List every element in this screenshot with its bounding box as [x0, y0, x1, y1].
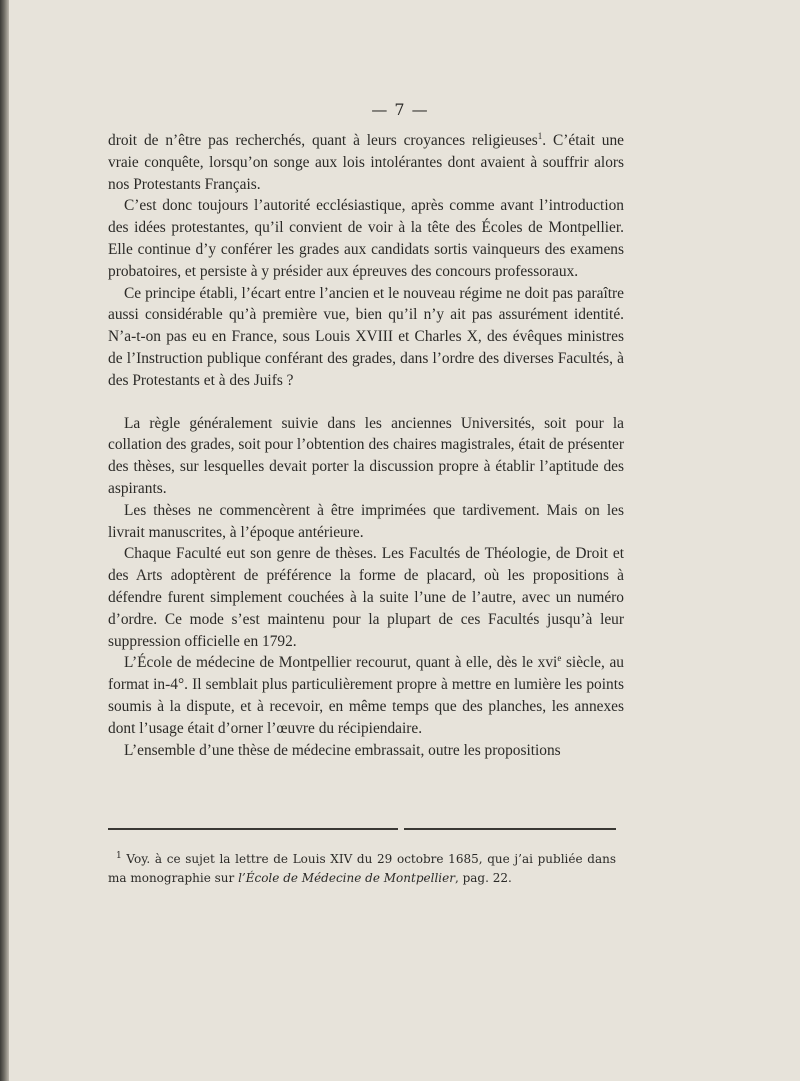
- century-superscript: e: [557, 653, 562, 664]
- footnote-rule-right: [404, 828, 616, 830]
- paragraph-2: C’est donc toujours l’autorité ecclésiastique, après comme avant l’introduction des idées protestantes, qu’il convient de voir à la tête des Écoles de Montpellier. Elle continue d’y conférer les grades aux candidats sortis vainqueurs des examens probatoires, et persiste à y présider aux épreuves des concours professoraux.: [108, 197, 624, 280]
- paragraph-3: Ce principe établi, l’écart entre l’ancien et le nouveau régime ne doit pas paraître aussi considérable qu’à première vue, bien qu’il n’y ait pas assurément identité. N’a-t-on pas eu en France, sous Louis XVIII et Charles X, des évêques ministres de l’Instruction publique conférant des grades, dans l’ordre des diverses Facultés, à des Protestants et à des Juifs ?: [108, 284, 624, 389]
- paragraph-7: [108, 652, 624, 739]
- page-number: — 7 —: [371, 100, 429, 119]
- footnote-rule-left: [108, 828, 398, 830]
- paragraph-5: Les thèses ne commencèrent à être imprimées que tardivement. Mais on les livrait manuscrites, à l’époque antérieure.: [108, 501, 624, 541]
- paragraph-8: L’ensemble d’une thèse de médecine embrassait, outre les propositions: [124, 741, 561, 759]
- footnote-text-after: , pag. 22.: [454, 871, 512, 885]
- book-binding-edge: [0, 0, 9, 1081]
- paragraph-1-start: droit de n’être pas recherchés, quant à leurs croyances religieuses: [108, 132, 538, 149]
- footnote-body: [108, 850, 616, 888]
- body-text: [108, 130, 624, 761]
- footnote: [108, 850, 616, 888]
- paragraph-7-continuation: siècle, au format in-4°. Il semblait plus particulièrement propre à mettre en lumière les points soumis à la dispute, et à recevoir, en même temps que des planches, les annexes dont l’usage était d’orner l’œuvre du récipiendaire.: [108, 654, 624, 737]
- paragraph-4: La règle généralement suivie dans les anciennes Universités, soit pour la collation des grades, soit pour l’obtention des chaires magistrales, était de présenter des thèses, sur lesquelles devait porter la discussion propre à établir l’aptitude des aspirants.: [108, 414, 624, 497]
- paragraph-7-start: L’École de médecine de Montpellier recourut, quant à elle, dès le xvi: [124, 654, 558, 672]
- paragraph-1-continuation: . C’était une vraie conquête, lorsqu’on songe aux lois intolérantes dont avaient à souffrir alors nos Protestants Français.: [108, 132, 624, 193]
- footnote-italic-title: l’École de Médecine de Montpellier: [238, 871, 455, 885]
- paragraph-6: Chaque Faculté eut son genre de thèses. Les Facultés de Théologie, de Droit et des Arts adoptèrent de préférence la forme de placard, où les propositions à défendre furent simplement couchées à la suite l’une de l’autre, avec un numéro d’ordre. Ce mode s’est maintenu pour la plupart de ces Facultés jusqu’à leur suppression officielle en 1792.: [108, 545, 624, 650]
- footnote-reference: 1: [537, 130, 543, 141]
- paragraph-1: [108, 130, 624, 195]
- footnote-separator: [108, 828, 616, 832]
- footnote-marker: 1: [116, 851, 122, 861]
- footnote-text-before: Voy. à ce sujet la lettre de Louis XIV du 29 octobre 1685, que j’ai publiée dans ma monographie sur: [108, 852, 616, 885]
